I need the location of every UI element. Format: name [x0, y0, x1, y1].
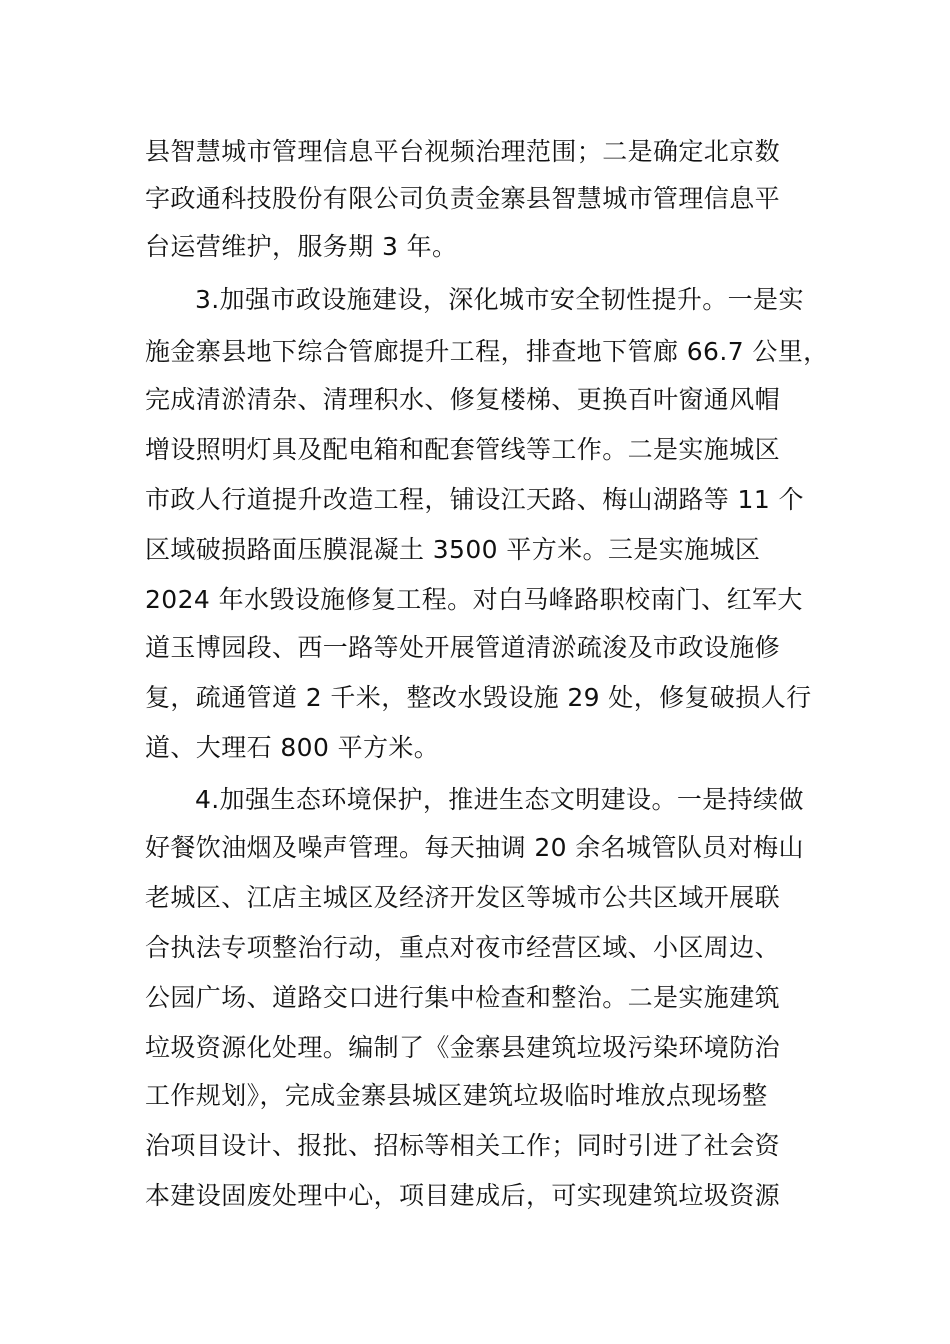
text-line: 垃圾资源化处理。编制了《金寨县建筑垃圾污染环境防治	[145, 1033, 781, 1062]
text-line: 复，疏通管道 2 千米，整改水毁设施 29 处，修复破损人行	[145, 683, 812, 712]
text-line: 工作规划》，完成金寨县城区建筑垃圾临时堆放点现场整	[145, 1081, 768, 1110]
text-line: 治项目设计、报批、招标等相关工作；同时引进了社会资	[145, 1131, 781, 1160]
text-line: 增设照明灯具及配电箱和配套管线等工作。二是实施城区	[145, 435, 781, 464]
text-line: 老城区、江店主城区及经济开发区等城市公共区域开展联	[145, 883, 781, 912]
text-line: 道玉博园段、西一路等处开展管道清淤疏浚及市政设施修	[145, 633, 781, 662]
text-line: 公园广场、道路交口进行集中检查和整治。二是实施建筑	[145, 983, 781, 1012]
text-line: 台运营维护，服务期 3 年。	[145, 232, 458, 261]
text-line: 合执法专项整治行动，重点对夜市经营区域、小区周边、	[145, 933, 781, 962]
text-line: 字政通科技股份有限公司负责金寨县智慧城市管理信息平	[145, 184, 781, 213]
text-line: 市政人行道提升改造工程，铺设江天路、梅山湖路等 11 个	[145, 485, 804, 514]
text-line: 县智慧城市管理信息平台视频治理范围；二是确定北京数	[145, 137, 781, 166]
text-line: 本建设固废处理中心，项目建成后，可实现建筑垃圾资源	[145, 1181, 781, 1210]
text-line: 区域破损路面压膜混凝土 3500 平方米。三是实施城区	[145, 535, 761, 564]
text-line: 施金寨县地下综合管廊提升工程，排查地下管廊 66.7 公里，	[145, 337, 829, 366]
paragraph-4-heading-line: 4.加强生态环境保护，推进生态文明建设。一是持续做	[195, 785, 804, 814]
paragraph-3-heading-line: 3.加强市政设施建设，深化城市安全韧性提升。一是实	[195, 285, 804, 314]
text-line: 道、大理石 800 平方米。	[145, 733, 440, 762]
text-line: 完成清淤清杂、清理积水、修复楼梯、更换百叶窗通风帽	[145, 385, 781, 414]
text-line: 好餐饮油烟及噪声管理。每天抽调 20 余名城管队员对梅山	[145, 833, 804, 862]
text-line: 2024 年水毁设施修复工程。对白马峰路职校南门、红军大	[145, 585, 803, 614]
